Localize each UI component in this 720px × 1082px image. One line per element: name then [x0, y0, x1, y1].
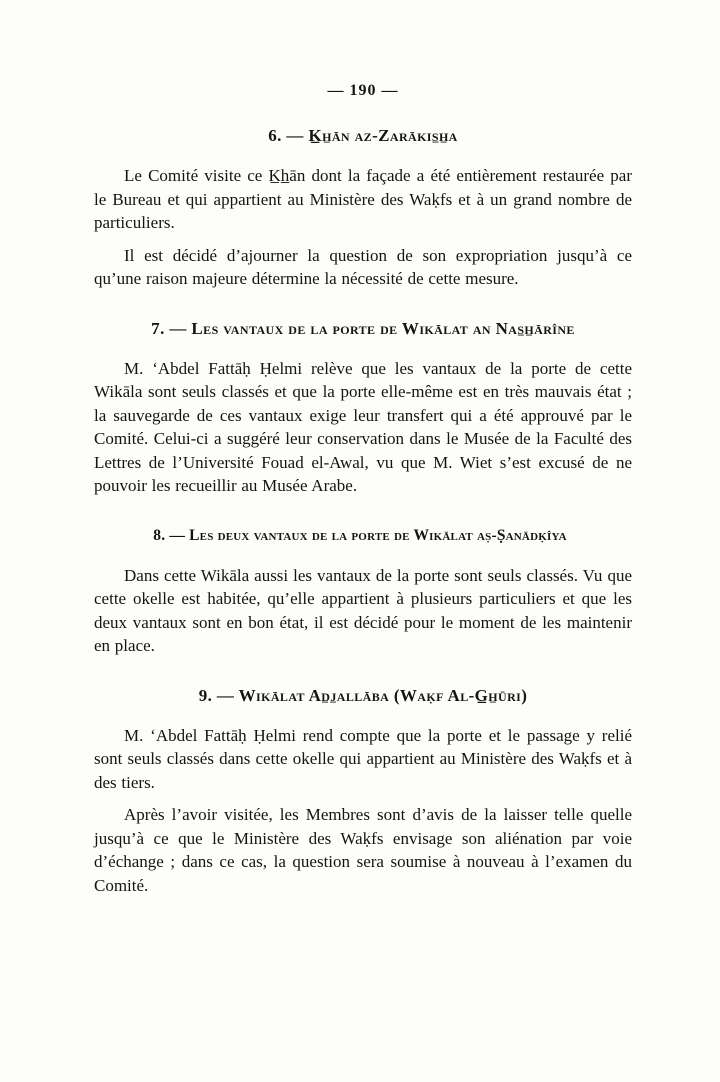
page-number: — 190 —: [327, 82, 399, 99]
paragraph: Le Comité visite ce K̲h̲ān dont la façade a été entièrement restaurée par le Bureau et qui appartient au Ministère des Waḳfs et à un grand nombre de particuliers.: [94, 166, 632, 232]
section-wikalat-an-nasharine: [94, 317, 632, 498]
section-khan-az-zarakisha: [94, 124, 632, 291]
section-heading: 8. — Les deux vantaux de la porte de Wikālat aṣ-Ṣanādḳîya: [153, 526, 567, 544]
section-wikalat-adjallaba: [94, 684, 632, 898]
paragraph: Dans cette Wikāla aussi les vantaux de la porte sont seuls classés. Vu que cette okelle est habitée, qu’elle appartient à plusieurs particuliers et que les deux vantaux sont en bon état, il est décidé pour le moment de les maintenir en place.: [94, 565, 632, 655]
paragraph: M. ‘Abdel Fattāḥ Ḥelmi relève que les vantaux de la porte de cette Wikāla sont seuls classés et que la porte elle-même est en très mauvais état ; la sauvegarde de ces vantaux exige leur transfert qui a été approuvé par le Comité. Celui-ci a suggéré leur conservation dans le Musée de la Faculté des Lettres de l’Université Fouad el-Awal, vu que M. Wiet s’est excusé de ne pouvoir les recueillir au Musée Arabe.: [94, 358, 632, 495]
section-heading: 9. — Wikālat Ad̲j̲allāba (Waḳf Al-G̲h̲ūri): [198, 685, 528, 705]
paragraph: Après l’avoir visitée, les Membres sont d’avis de la laisser telle quelle jusqu’à ce que le Ministère des Waḳfs envisage son aliénation par voie d’échange ; dans ce cas, la question sera soumise à nouveau à l’examen du Comité.: [94, 805, 632, 895]
section-heading: 6. — K̲h̲ān az-Zarākis̲h̲a: [268, 126, 458, 145]
section-wikalat-as-sanadkiya: [94, 524, 632, 658]
paragraph: Il est décidé d’ajourner la question de son expropriation jusqu’à ce qu’une raison majeure détermine la nécessité de cette mesure.: [94, 245, 632, 288]
section-heading: 7. — Les vantaux de la porte de Wikālat an Nas̲h̲ārîne: [151, 318, 575, 338]
paragraph: M. ‘Abdel Fattāḥ Ḥelmi rend compte que la porte et le passage y relié sont seuls classés dans cette okelle qui appartient au Ministère des Waḳfs et à des tiers.: [94, 725, 632, 792]
